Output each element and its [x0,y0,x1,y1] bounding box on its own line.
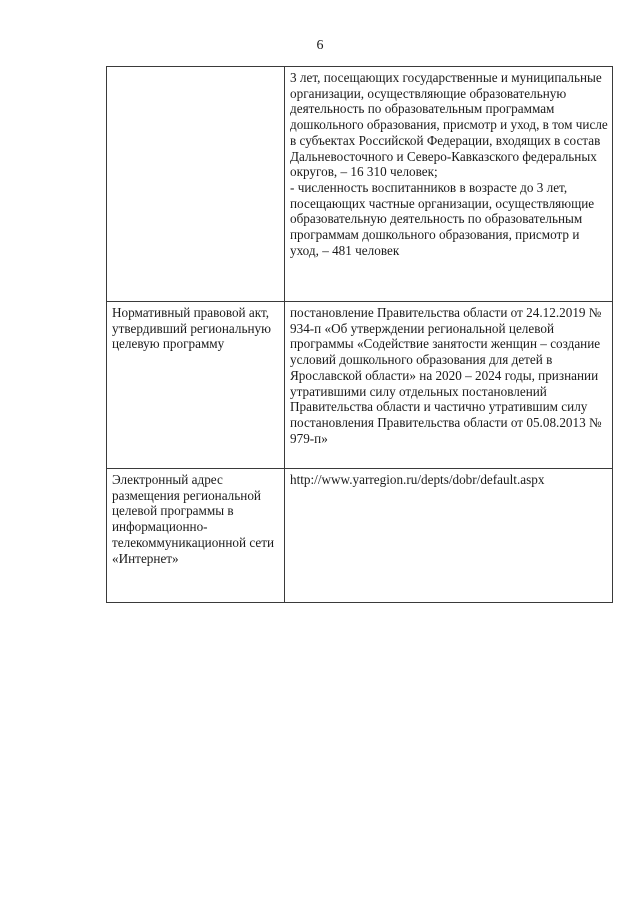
row-value [285,67,613,302]
row-value [285,302,613,469]
table-row [107,67,613,302]
page-number: 6 [316,38,324,53]
row-label: Нормативный правовой акт, утвердивший региональную целевую программу [107,302,285,469]
row-label [107,67,285,302]
table-row [107,302,613,469]
row-value [285,469,613,603]
row-label: Электронный адрес размещения региональной целевой программы в информационно-телекоммуникационной сети «Интернет» [107,469,285,603]
table-row [107,469,613,603]
program-url[interactable]: http://www.yarregion.ru/depts/dobr/default.aspx [290,472,545,487]
value-paragraph: постановление Правительства области от 24.12.2019 № 934-п «Об утверждении региональной целевой программы «Содействие занятости женщин – создание условий дошкольного образования для детей в Ярославской области» на 2020 – 2024 годы, признании утратившими силу отдельных постановлений Правительства области и частично утратившим силу постановления Правительства области от 05.08.2013 № 979-п» [290,305,602,446]
value-paragraph: - численность воспитанников в возрасте до 3 лет, посещающих частные организации, осуществляющие образовательную деятельность по образовательным программам дошкольного образования, присмотр и уход, – 481 человек [290,179,595,258]
value-paragraph: 3 лет, посещающих государственные и муниципальные организации, осуществляющие образовательную деятельность по образовательным программам дошкольного образования, присмотр и уход, в том числе в субъектах Российской Федерации, входящих в состав Дальневосточного и Северо-Кавказского федеральных округов, – 16 310 человек; [290,70,608,180]
program-info-table [106,66,613,603]
